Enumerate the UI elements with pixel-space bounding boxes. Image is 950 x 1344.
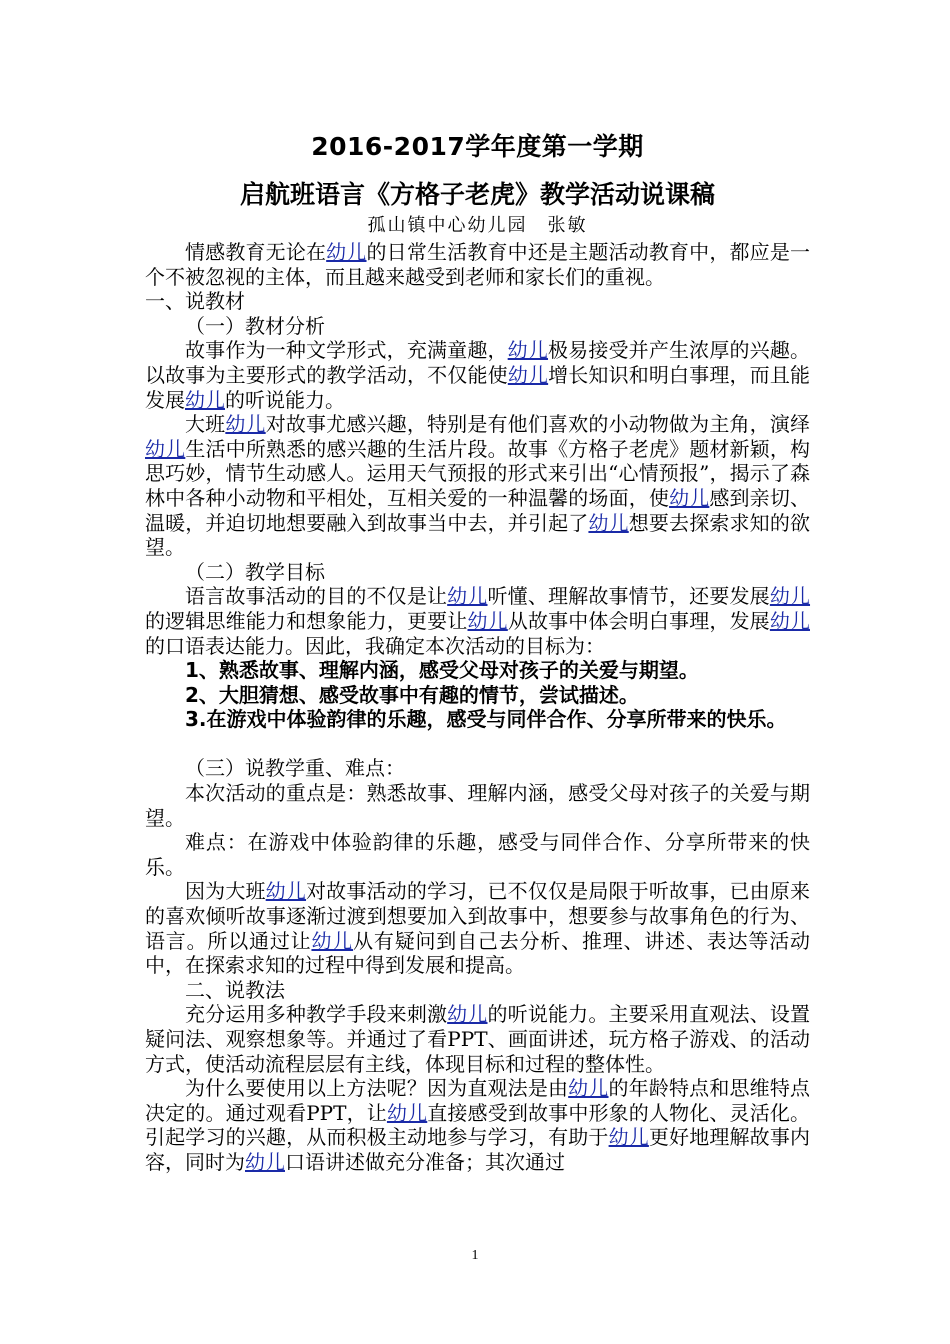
keyword-link[interactable]: 幼儿 [225,412,266,437]
keyword-link[interactable]: 幼儿 [245,1149,285,1174]
paragraph: （三）说教学重、难点： [185,756,405,781]
keyword-link[interactable]: 幼儿 [447,584,488,609]
paragraph: 一、说教材 [145,289,245,314]
keyword-link[interactable]: 幼儿 [568,1076,609,1101]
keyword-link[interactable]: 幼儿 [447,1002,488,1027]
page-number: 1 [471,1248,479,1263]
paragraph: （二）教学目标 [185,559,325,584]
paragraph: 充分运用多种教学手段来刺激幼儿的听说能力。主要采用直观法、设置疑问法、观察想象等。并通过了看PPT、画面讲述，玩方格子游戏、的活动方式，使活动流程层层有主线，体现目标和过程的整体性。 [145,1002,811,1076]
paragraph: 故事作为一种文学形式，充满童趣，幼儿极易接受并产生浓厚的兴趣。以故事为主要形式的教学活动，不仅能使幼儿增长知识和明白事理，而且能发展幼儿的听说能力。 [145,338,811,412]
keyword-link[interactable]: 幼儿 [769,608,810,633]
paragraph: 为什么要使用以上方法呢？因为直观法是由幼儿的年龄特点和思维特点决定的。通过观看PPT，让幼儿直接感受到故事中形象的人物化、灵活化。引起学习的兴趣，从而积极主动地参与学习，有助于幼儿更好地理解故事内容，同时为幼儿口语讲述做充分准备；其次通过 [145,1076,811,1174]
paragraph: 因为大班幼儿对故事活动的学习，已不仅仅是局限于听故事，已由原来的喜欢倾听故事逐渐过渡到想要加入到故事中，想要参与故事角色的行为、语言。所以通过让幼儿从有疑问到自己去分析、推理、讲述、表达等活动中，在探索求知的过程中得到发展和提高。 [145,879,811,978]
keyword-link[interactable]: 幼儿 [769,584,811,609]
keyword-link[interactable]: 幼儿 [608,1125,649,1150]
paragraph: 本次活动的重点是：熟悉故事、理解内涵，感受父母对孩子的关爱与期望。 [145,781,810,830]
paragraph: 二、说教法 [185,977,285,1002]
keyword-link[interactable]: 幼儿 [507,362,549,387]
paragraph: 语言故事活动的目的不仅是让幼儿听懂、理解故事情节，还要发展幼儿的逻辑思维能力和想象能力，更要让幼儿从故事中体会明白事理，发展幼儿的口语表达能力。因此，我确定本次活动的目标为： [145,584,811,658]
keyword-link[interactable]: 幼儿 [467,608,508,633]
keyword-link[interactable]: 幼儿 [145,436,186,461]
keyword-link[interactable]: 幼儿 [507,338,549,363]
document-body [145,128,810,1175]
keyword-link[interactable]: 幼儿 [185,387,225,412]
paragraph-list [145,240,810,1175]
keyword-link[interactable]: 幼儿 [669,485,710,510]
blank-line [145,732,810,757]
paragraph: 大班幼儿对故事尤感兴趣，特别是有他们喜欢的小动物做为主角，演绎幼儿生活中所熟悉的感兴趣的生活片段。故事《方格子老虎》题材新颖，构思巧妙，情节生动感人。运用天气预报的形式来引出“心情预报”，揭示了森林中各种小动物和平相处，互相关爱的一种温馨的场面，使幼儿感到亲切、温暖，并迫切地想要融入到故事当中去，并引起了幼儿想要去探索求知的欲望。 [145,412,811,560]
keyword-link[interactable]: 幼儿 [326,240,367,264]
keyword-link[interactable]: 幼儿 [311,928,354,953]
paragraph: （一）教材分析 [185,313,325,338]
keyword-link[interactable]: 幼儿 [265,879,307,904]
paragraph: 2、大胆猜想、感受故事中有趣的情节，尝试描述。 [185,682,639,707]
paragraph: 3.在游戏中体验韵律的乐趣，感受与同伴合作、分享所带来的快乐。 [185,707,787,732]
keyword-link[interactable]: 幼儿 [588,510,629,535]
keyword-link[interactable]: 幼儿 [386,1100,428,1125]
document-title-term: 2016-2017学年度第一学期 [311,132,644,161]
author-line: 孤山镇中心幼儿园 张敏 [367,215,588,236]
document-title: 启航班语言《方格子老虎》教学活动说课稿 [239,180,715,209]
paragraph: 1、熟悉故事、理解内涵，感受父母对孩子的关爱与期望。 [185,658,699,683]
paragraph: 难点：在游戏中体验韵律的乐趣，感受与同伴合作、分享所带来的快乐。 [145,830,810,879]
paragraph: 情感教育无论在幼儿的日常生活教育中还是主题活动教育中，都应是一个不被忽视的主体，而且越来越受到老师和家长们的重视。 [145,240,811,289]
